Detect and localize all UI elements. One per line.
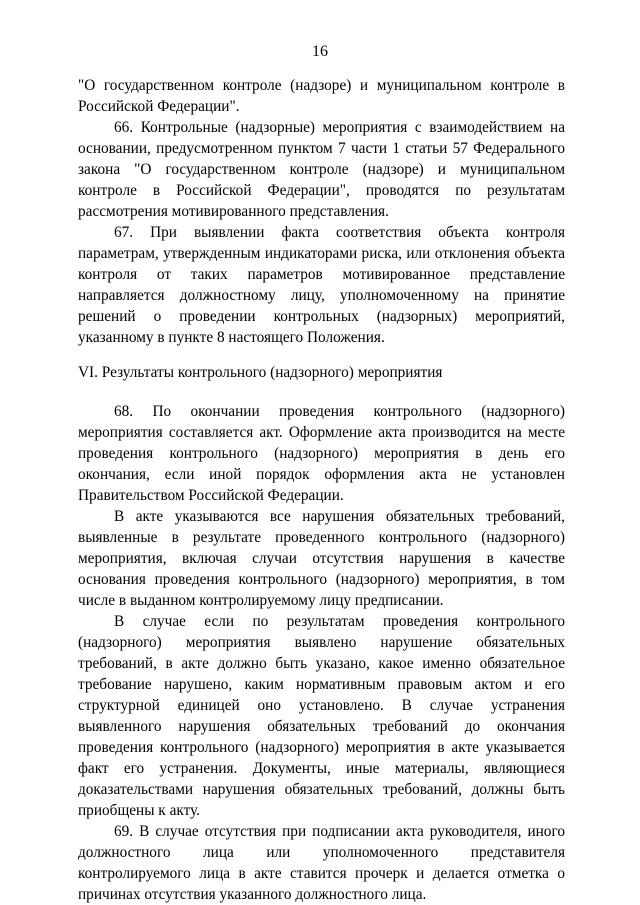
paragraph-68-requirements: В случае если по результатам проведения контрольного (надзорного) мероприятия выявлено нарушение обязательных требований, в акте должно быть указано, какое именно обязательное требование нарушено, каким нормативным правовым актом и его структурной единицей оно установлено. В случае устранения выявленного нарушения обязательных требований до окончания проведения контрольного (надзорного) мероприятия в акте указывается факт его устранения. Документы, иные материалы, являющиеся доказательствами нарушения обязательных требований, должны быть приобщены к акту. xyxy=(78,613,565,819)
page-number: 16 xyxy=(312,43,328,60)
document-body xyxy=(78,75,565,905)
paragraph-66: 66. Контрольные (надзорные) мероприятия с взаимодействием на основании, предусмотренном пунктом 7 части 1 статьи 57 Федерального закона "О государственном контроле (надзоре) и муниципальном контроле в Российской Федерации", проводятся по результатам рассмотрения мотивированного представления. xyxy=(78,119,565,220)
paragraph-continuation: "О государственном контроле (надзоре) и муниципальном контроле в Российской Федерации". xyxy=(78,77,565,115)
paragraph-68-violations: В акте указываются все нарушения обязательных требований, выявленные в результате проведенного контрольного (надзорного) мероприятия, включая случаи отсутствия нарушения в качестве основания проведения контрольного (надзорного) мероприятия, в том числе в выданном контролируемому лицу предписании. xyxy=(78,508,565,609)
section-heading: VI. Результаты контрольного (надзорного) мероприятия xyxy=(78,364,443,381)
paragraph-69: 69. В случае отсутствия при подписании акта руководителя, иного должностного лица или уполномоченного представителя контролируемого лица в акте ставится прочерк и делается отметка о причинах отсутствия указанного должностного лица. xyxy=(78,823,565,903)
paragraph-68: 68. По окончании проведения контрольного (надзорного) мероприятия составляется акт. Оформление акта производится на месте проведения контрольного (надзорного) мероприятия в день его окончания, если иной порядок оформления акта не установлен Правительством Российской Федерации. xyxy=(78,403,565,504)
paragraph-67: 67. При выявлении факта соответствия объекта контроля параметрам, утвержденным индикаторами риска, или отклонения объекта контроля от таких параметров мотивированное представление направляется должностному лицу, уполномоченному на принятие решений о проведении контрольных (надзорных) мероприятий, указанному в пункте 8 настоящего Положения. xyxy=(78,224,565,346)
